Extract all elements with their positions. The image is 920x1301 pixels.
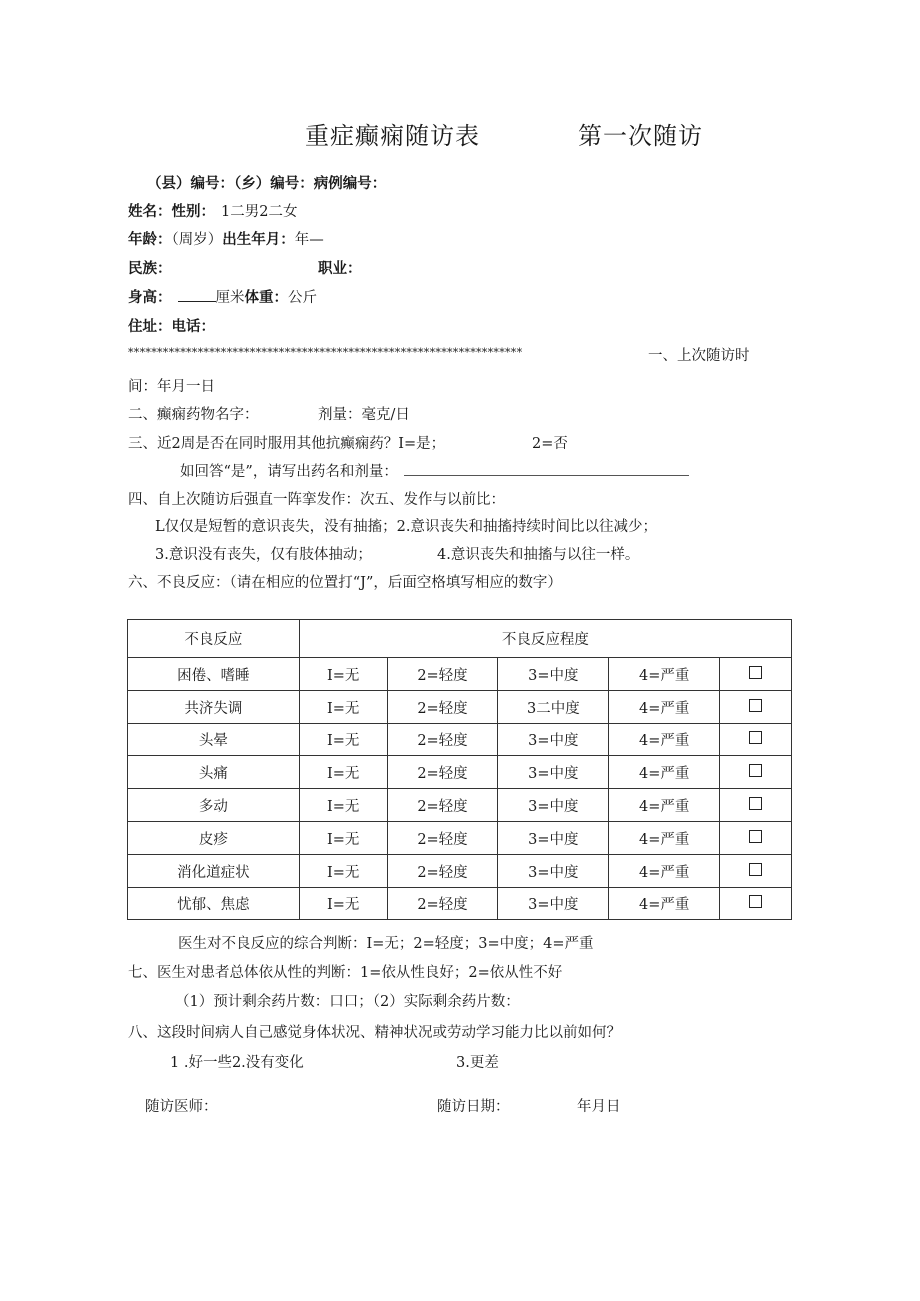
table-header-row (128, 620, 792, 658)
level-none[interactable]: I=无 (299, 756, 387, 789)
level-moderate[interactable]: 3=中度 (498, 887, 609, 920)
checkbox-cell (720, 854, 792, 887)
checkbox[interactable] (749, 830, 762, 843)
level-mild[interactable]: 2=轻度 (387, 723, 498, 756)
section-7-pill-count: （1）预计剩余药片数：口口；（2）实际剩余药片数： (175, 994, 520, 1010)
section-6-title: 六、不良反应：（请在相应的位置打“J”，后面空格填写相应的数字） (128, 575, 562, 591)
doctor-judgment: 医生对不良反应的综合判断：I=无；2=轻度；3=中度；4=严重 (178, 936, 594, 952)
birth-value: 年— (294, 232, 324, 248)
level-none[interactable]: I=无 (299, 723, 387, 756)
table-row (128, 854, 792, 887)
level-none[interactable]: I=无 (299, 658, 387, 691)
height-label: 身高： (128, 290, 172, 306)
reaction-name: 头晕 (128, 723, 300, 756)
section-8-options-1-2: 1 .好一些2.没有变化 (170, 1055, 304, 1071)
checkbox-cell (720, 723, 792, 756)
followup-doctor-label: 随访医师： (145, 1099, 218, 1115)
level-severe[interactable]: 4=严重 (609, 887, 720, 920)
section-1-title: 一、上次随访时 (648, 348, 750, 364)
reaction-name: 皮疹 (128, 821, 300, 854)
address-phone-label: 住址：电话： (128, 319, 215, 335)
age-label: 年龄： (128, 232, 172, 248)
checkbox[interactable] (749, 797, 762, 810)
level-severe[interactable]: 4=严重 (609, 690, 720, 723)
reaction-name: 共济失调 (128, 690, 300, 723)
code-fields: （县）编号：（乡）编号：病例编号： (147, 176, 387, 192)
checkbox-cell (720, 658, 792, 691)
followup-date-value: 年月日 (577, 1099, 621, 1115)
name-gender-row (128, 200, 297, 221)
level-mild[interactable]: 2=轻度 (387, 854, 498, 887)
table-row (128, 756, 792, 789)
checkbox[interactable] (749, 764, 762, 777)
level-severe[interactable]: 4=严重 (609, 723, 720, 756)
age-unit: （周岁） (171, 232, 223, 248)
reaction-name: 忧郁、焦虑 (128, 887, 300, 920)
reaction-name: 多动 (128, 789, 300, 822)
level-none[interactable]: I=无 (299, 854, 387, 887)
checkbox[interactable] (749, 666, 762, 679)
section-4-seizures: 四、自上次随访后强直一阵挛发作：次五、发作与以前比： (128, 492, 505, 508)
level-severe[interactable]: 4=严重 (609, 821, 720, 854)
checkbox[interactable] (749, 895, 762, 908)
section-1-date: 间：年月一日 (128, 379, 215, 395)
checkbox-cell (720, 821, 792, 854)
level-severe[interactable]: 4=严重 (609, 658, 720, 691)
checkbox-cell (720, 756, 792, 789)
checkbox-cell (720, 887, 792, 920)
table-row (128, 723, 792, 756)
level-none[interactable]: I=无 (299, 887, 387, 920)
followup-date-label: 随访日期： (437, 1099, 510, 1115)
section-7-compliance: 七、医生对患者总体依从性的判断：1=依从性良好；2=依从性不好 (128, 965, 563, 981)
table-row (128, 658, 792, 691)
level-mild[interactable]: 2=轻度 (387, 887, 498, 920)
ethnicity-label: 民族： (128, 261, 172, 277)
height-unit: 厘米 (215, 290, 245, 306)
drug-dose-answer-line[interactable] (404, 461, 689, 476)
occupation-label: 职业： (318, 261, 362, 277)
level-mild[interactable]: 2=轻度 (387, 756, 498, 789)
level-none[interactable]: I=无 (299, 690, 387, 723)
table-row (128, 887, 792, 920)
level-severe[interactable]: 4=严重 (609, 756, 720, 789)
table-row (128, 821, 792, 854)
checkbox[interactable] (749, 699, 762, 712)
height-weight-row (128, 286, 317, 307)
separator-stars: ******************************************************************** (128, 346, 523, 359)
level-moderate[interactable]: 3=中度 (498, 789, 609, 822)
section-3-followup: 如回答“是”，请写出药名和剂量： (180, 464, 398, 480)
level-severe[interactable]: 4=严重 (609, 789, 720, 822)
level-moderate[interactable]: 3=中度 (498, 821, 609, 854)
reaction-name: 消化道症状 (128, 854, 300, 887)
adverse-reaction-table (127, 619, 792, 920)
gender-options: 1二男2二女 (221, 204, 298, 220)
level-mild[interactable]: 2=轻度 (387, 658, 498, 691)
section-8-question: 八、这段时间病人自己感觉身体状况、精神状况或劳动学习能力比以前如何？ (128, 1025, 621, 1041)
age-row (128, 228, 324, 249)
section-3-followup-row (180, 460, 689, 481)
section-1-row (128, 344, 750, 365)
header-severity: 不良反应程度 (299, 620, 791, 658)
checkbox-cell (720, 789, 792, 822)
level-moderate[interactable]: 3=中度 (498, 658, 609, 691)
level-moderate[interactable]: 3=中度 (498, 854, 609, 887)
table-row (128, 690, 792, 723)
section-3-no-option: 2=否 (532, 436, 568, 452)
section-5-option-1-2: L仅仅是短暂的意识丧失，没有抽搐；2.意识丧失和抽搐持续时间比以往减少； (155, 519, 657, 535)
level-moderate[interactable]: 3二中度 (498, 690, 609, 723)
form-title: 重症癫痫随访表 (305, 122, 480, 150)
level-mild[interactable]: 2=轻度 (387, 821, 498, 854)
section-5-option-3: 3.意识没有丧失，仅有肢体抽动； (155, 547, 372, 563)
level-mild[interactable]: 2=轻度 (387, 789, 498, 822)
section-2-drug: 二、癫痫药物名字： (128, 407, 259, 423)
level-moderate[interactable]: 3=中度 (498, 756, 609, 789)
reaction-name: 困倦、嗜睡 (128, 658, 300, 691)
checkbox[interactable] (749, 863, 762, 876)
height-blank[interactable] (178, 289, 216, 302)
weight-label: 体重： (244, 290, 288, 306)
name-gender-label: 姓名：性别： (128, 204, 215, 220)
checkbox[interactable] (749, 731, 762, 744)
visit-number: 第一次随访 (578, 122, 703, 150)
weight-unit: 公斤 (288, 290, 317, 306)
birth-label: 出生年月： (222, 232, 295, 248)
section-3-question: 三、近2周是否在同时服用其他抗癫痫药？I=是； (128, 436, 446, 452)
section-5-option-4: 4.意识丧失和抽搐与以往一样。 (437, 547, 640, 563)
level-severe[interactable]: 4=严重 (609, 854, 720, 887)
table-row (128, 789, 792, 822)
level-moderate[interactable]: 3=中度 (498, 723, 609, 756)
header-reaction: 不良反应 (128, 620, 300, 658)
level-none[interactable]: I=无 (299, 789, 387, 822)
checkbox-cell (720, 690, 792, 723)
level-none[interactable]: I=无 (299, 821, 387, 854)
section-2-dose: 剂量：毫克/日 (318, 407, 410, 423)
reaction-name: 头痛 (128, 756, 300, 789)
level-mild[interactable]: 2=轻度 (387, 690, 498, 723)
section-8-option-3: 3.更差 (456, 1055, 499, 1071)
